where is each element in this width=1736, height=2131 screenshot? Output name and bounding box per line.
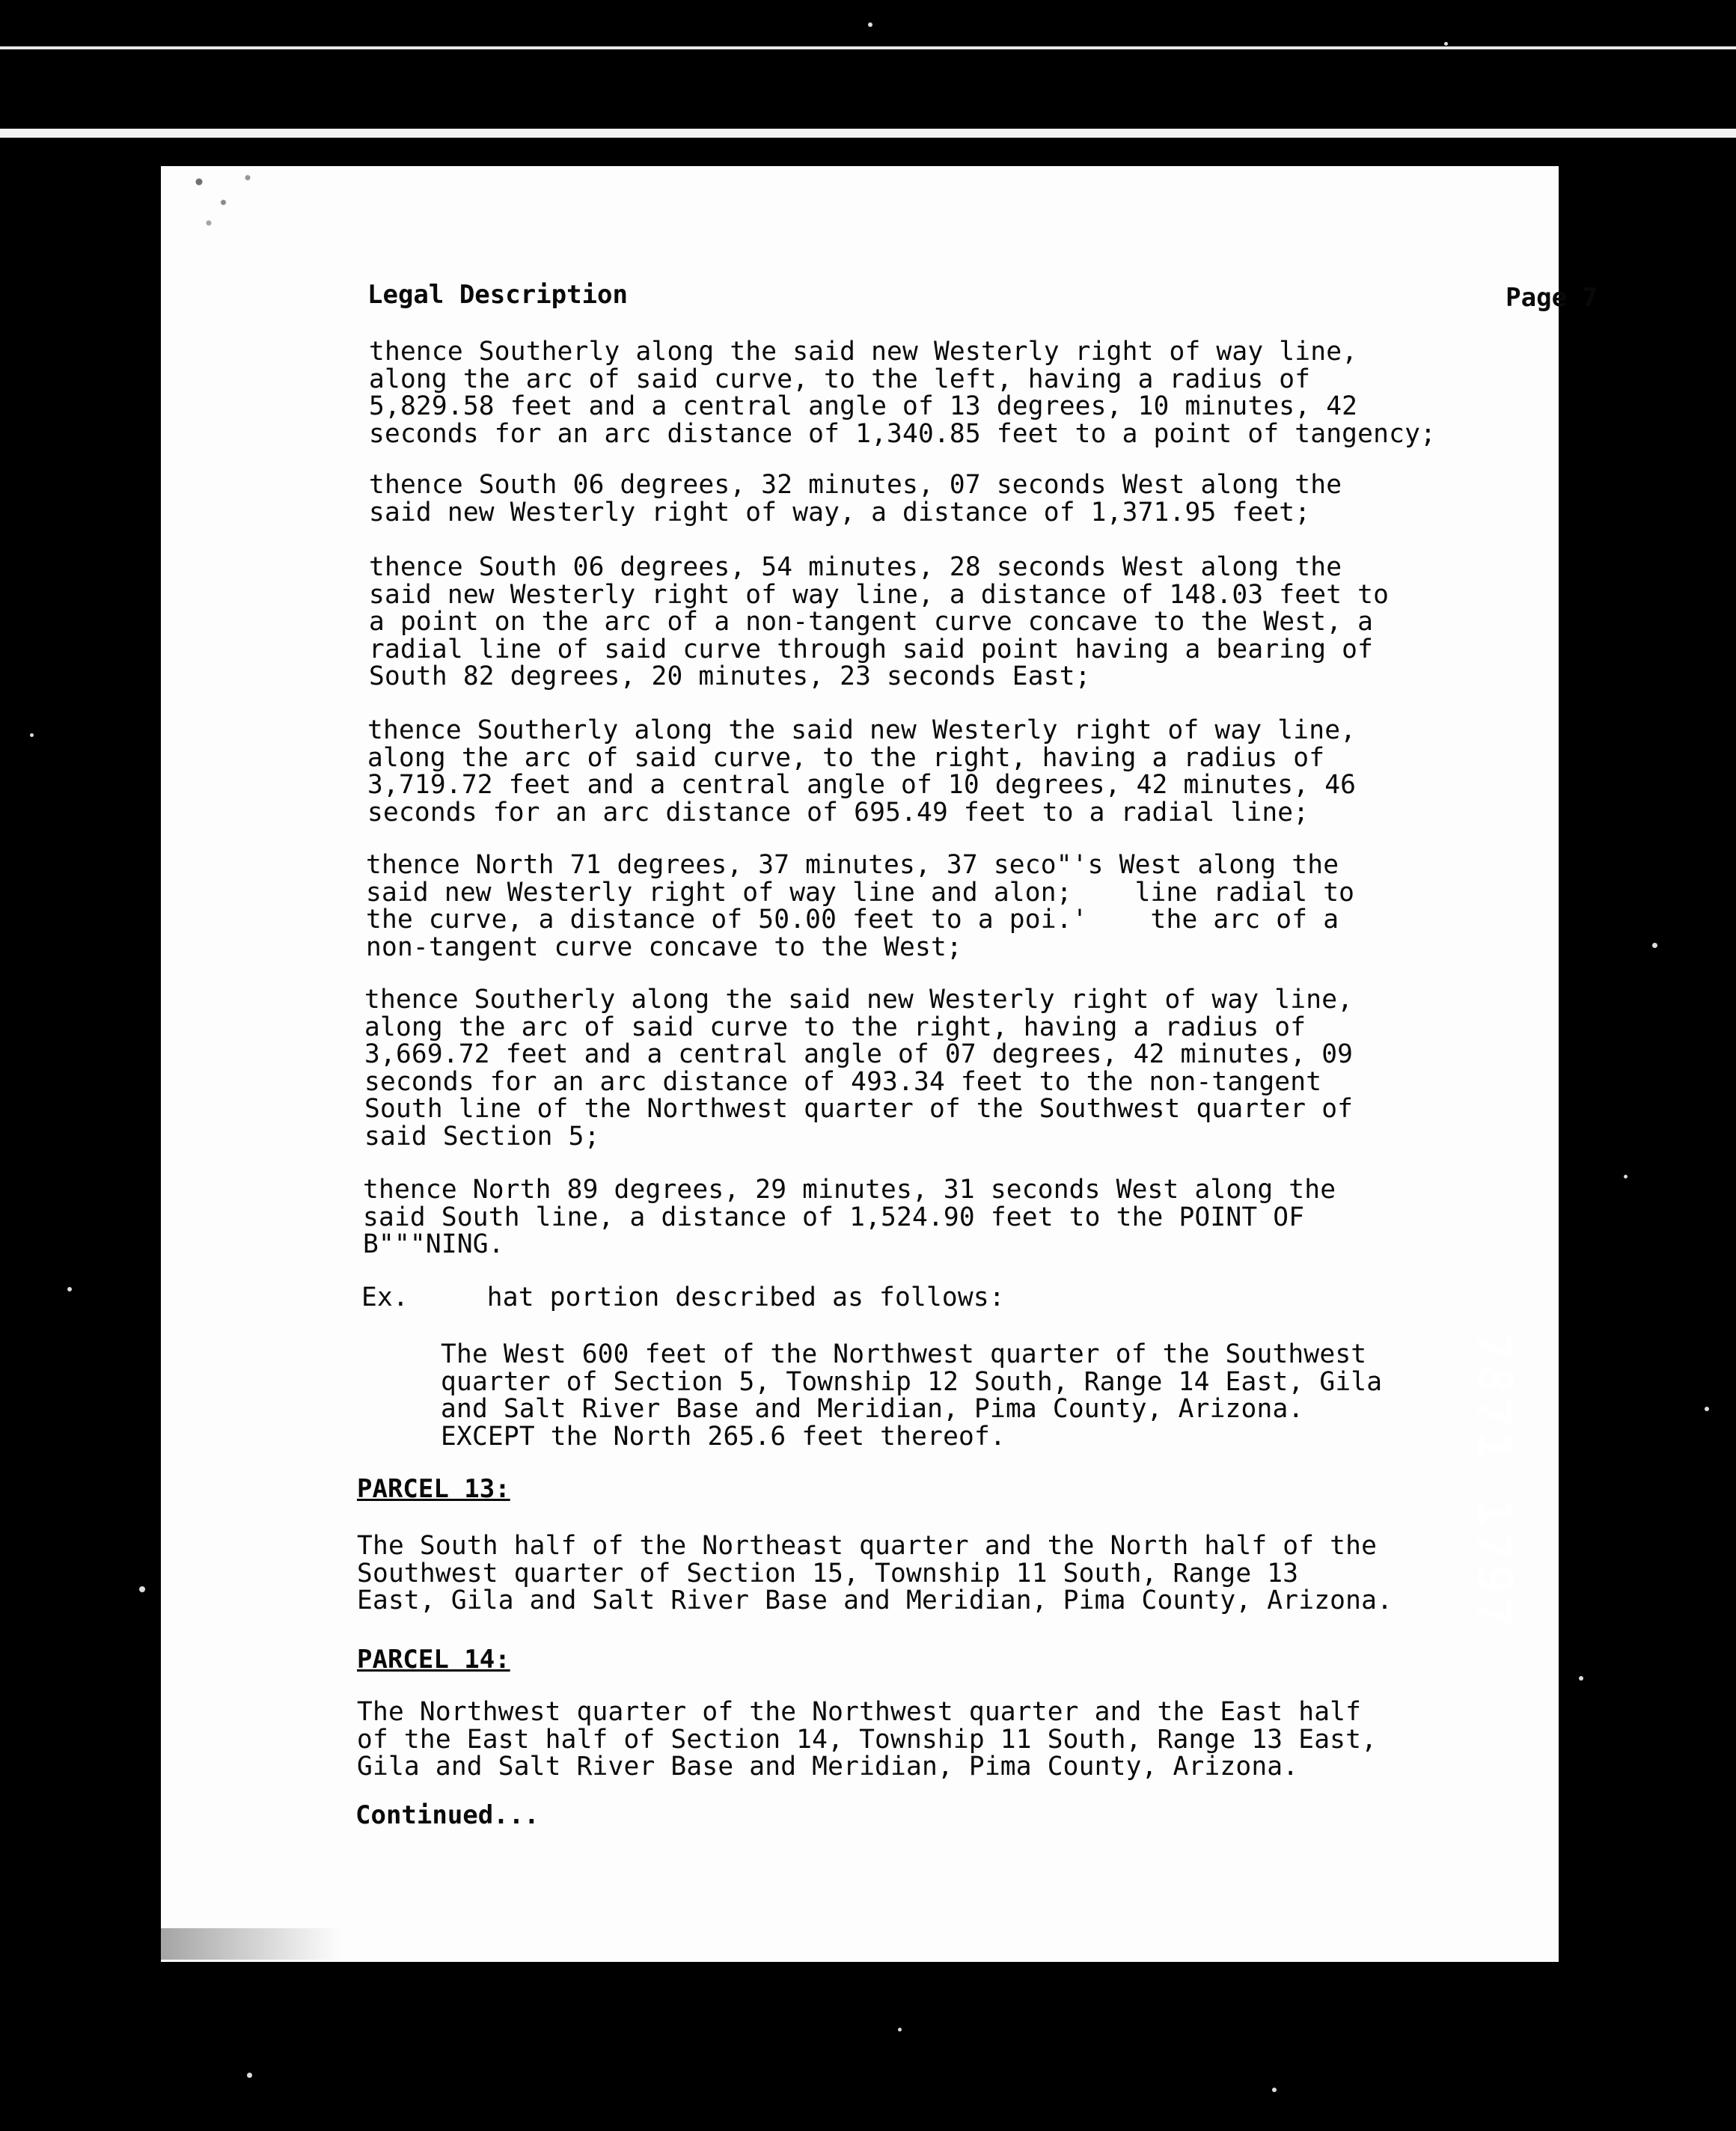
paragraph-1: thence Southerly along the said new Westerly right of way line, along the arc of said curve, to the left, having a radius of 5,829.58 feet and a central angle of 13 degrees, 10 minutes, 42 seconds for an arc distance of 1,340.85 feet to a point of tangency;: [369, 337, 1437, 449]
paragraph-6: thence Southerly along the said new Westerly right of way line, along the arc of said curve to the right, having a radius of 3,669.72 feet and a central angle of 07 degrees, 42 minutes, 09 seconds for an arc distance of 493.34 feet to the non-tangent South line of the Northwest quarter of the Southwest quarter of said Section 5;: [364, 985, 1354, 1152]
paragraph-5: thence North 71 degrees, 37 minutes, 37 seco"'s West along the said new Westerly right of way line and alon; line radial to the curve, a distance of 50.00 feet to a poi.' the arc of a non-tangent curve concave to the West;: [366, 850, 1355, 962]
paragraph-2: thence South 06 degrees, 32 minutes, 07 seconds West along the said new Westerly right of way, a distance of 1,371.95 feet;: [369, 470, 1342, 528]
recording-stamp: [1464, 1324, 1523, 1639]
film-edge-line: [0, 46, 1736, 49]
parcel-13-text: The South half of the Northeast quarter and the North half of the Southwest quarter of Section 15, Township 11 South, Range 13 East, Gila and Salt River Base and Meridian, Pima County, Arizona.: [357, 1531, 1393, 1615]
film-speck: [67, 1287, 72, 1291]
page-header: [367, 280, 1598, 317]
continued-note: Continued...: [355, 1800, 540, 1830]
bottom-smudge: [161, 1928, 385, 1960]
page-number: Page 7: [1506, 283, 1598, 313]
film-speck: [247, 2073, 252, 2078]
paragraph-7: thence North 89 degrees, 29 minutes, 31 seconds West along the said South line, a distance of 1,524.90 feet to the POINT OF B"""NING.: [363, 1175, 1336, 1259]
parcel-14-heading: PARCEL 14:: [357, 1645, 510, 1675]
paragraph-except-intro: Ex. hat portion described as follows:: [361, 1282, 1005, 1312]
recording-stamp-number: 7871 1797: [1466, 1331, 1521, 1632]
parcel-13-heading: PARCEL 13:: [357, 1474, 510, 1504]
film-edge-band: [0, 129, 1736, 138]
except-description: The West 600 feet of the Northwest quarter of the Southwest quarter of Section 5, Township 12 South, Range 14 East, Gila and Salt River Base and Meridian, Pima County, Arizona. EXCEPT the North 265.6 feet thereof.: [441, 1339, 1383, 1452]
parcel-14-text: The Northwest quarter of the Northwest quarter and the East half of the East half of Section 14, Township 11 South, Range 13 East, Gila and Salt River Base and Meridian, Pima County, Arizona.: [357, 1697, 1378, 1782]
film-speck: [1705, 1407, 1709, 1411]
film-speck: [1579, 1676, 1583, 1681]
film-speck: [30, 733, 34, 737]
film-speck: [868, 22, 872, 27]
film-speck: [898, 2028, 902, 2031]
corner-smudge: [180, 157, 277, 239]
film-speck: [1652, 943, 1657, 948]
paragraph-3: thence South 06 degrees, 54 minutes, 28 seconds West along the said new Westerly right of way line, a distance of 148.03 feet to a point on the arc of a non-tangent curve concave to the West, a radial line of said curve through said point having a bearing of South 82 degrees, 20 minutes, 23 seconds East;: [369, 552, 1390, 691]
film-speck: [1624, 1175, 1628, 1178]
paragraph-4: thence Southerly along the said new Westerly right of way line, along the arc of said curve, to the right, having a radius of 3,719.72 feet and a central angle of 10 degrees, 42 minutes, 46 seconds for an arc distance of 695.49 feet to a radial line;: [367, 715, 1357, 828]
film-speck: [1444, 42, 1448, 46]
film-speck: [139, 1586, 145, 1592]
film-speck: [1272, 2088, 1277, 2092]
document-page: [161, 166, 1598, 1962]
document-title: Legal Description: [367, 280, 628, 310]
